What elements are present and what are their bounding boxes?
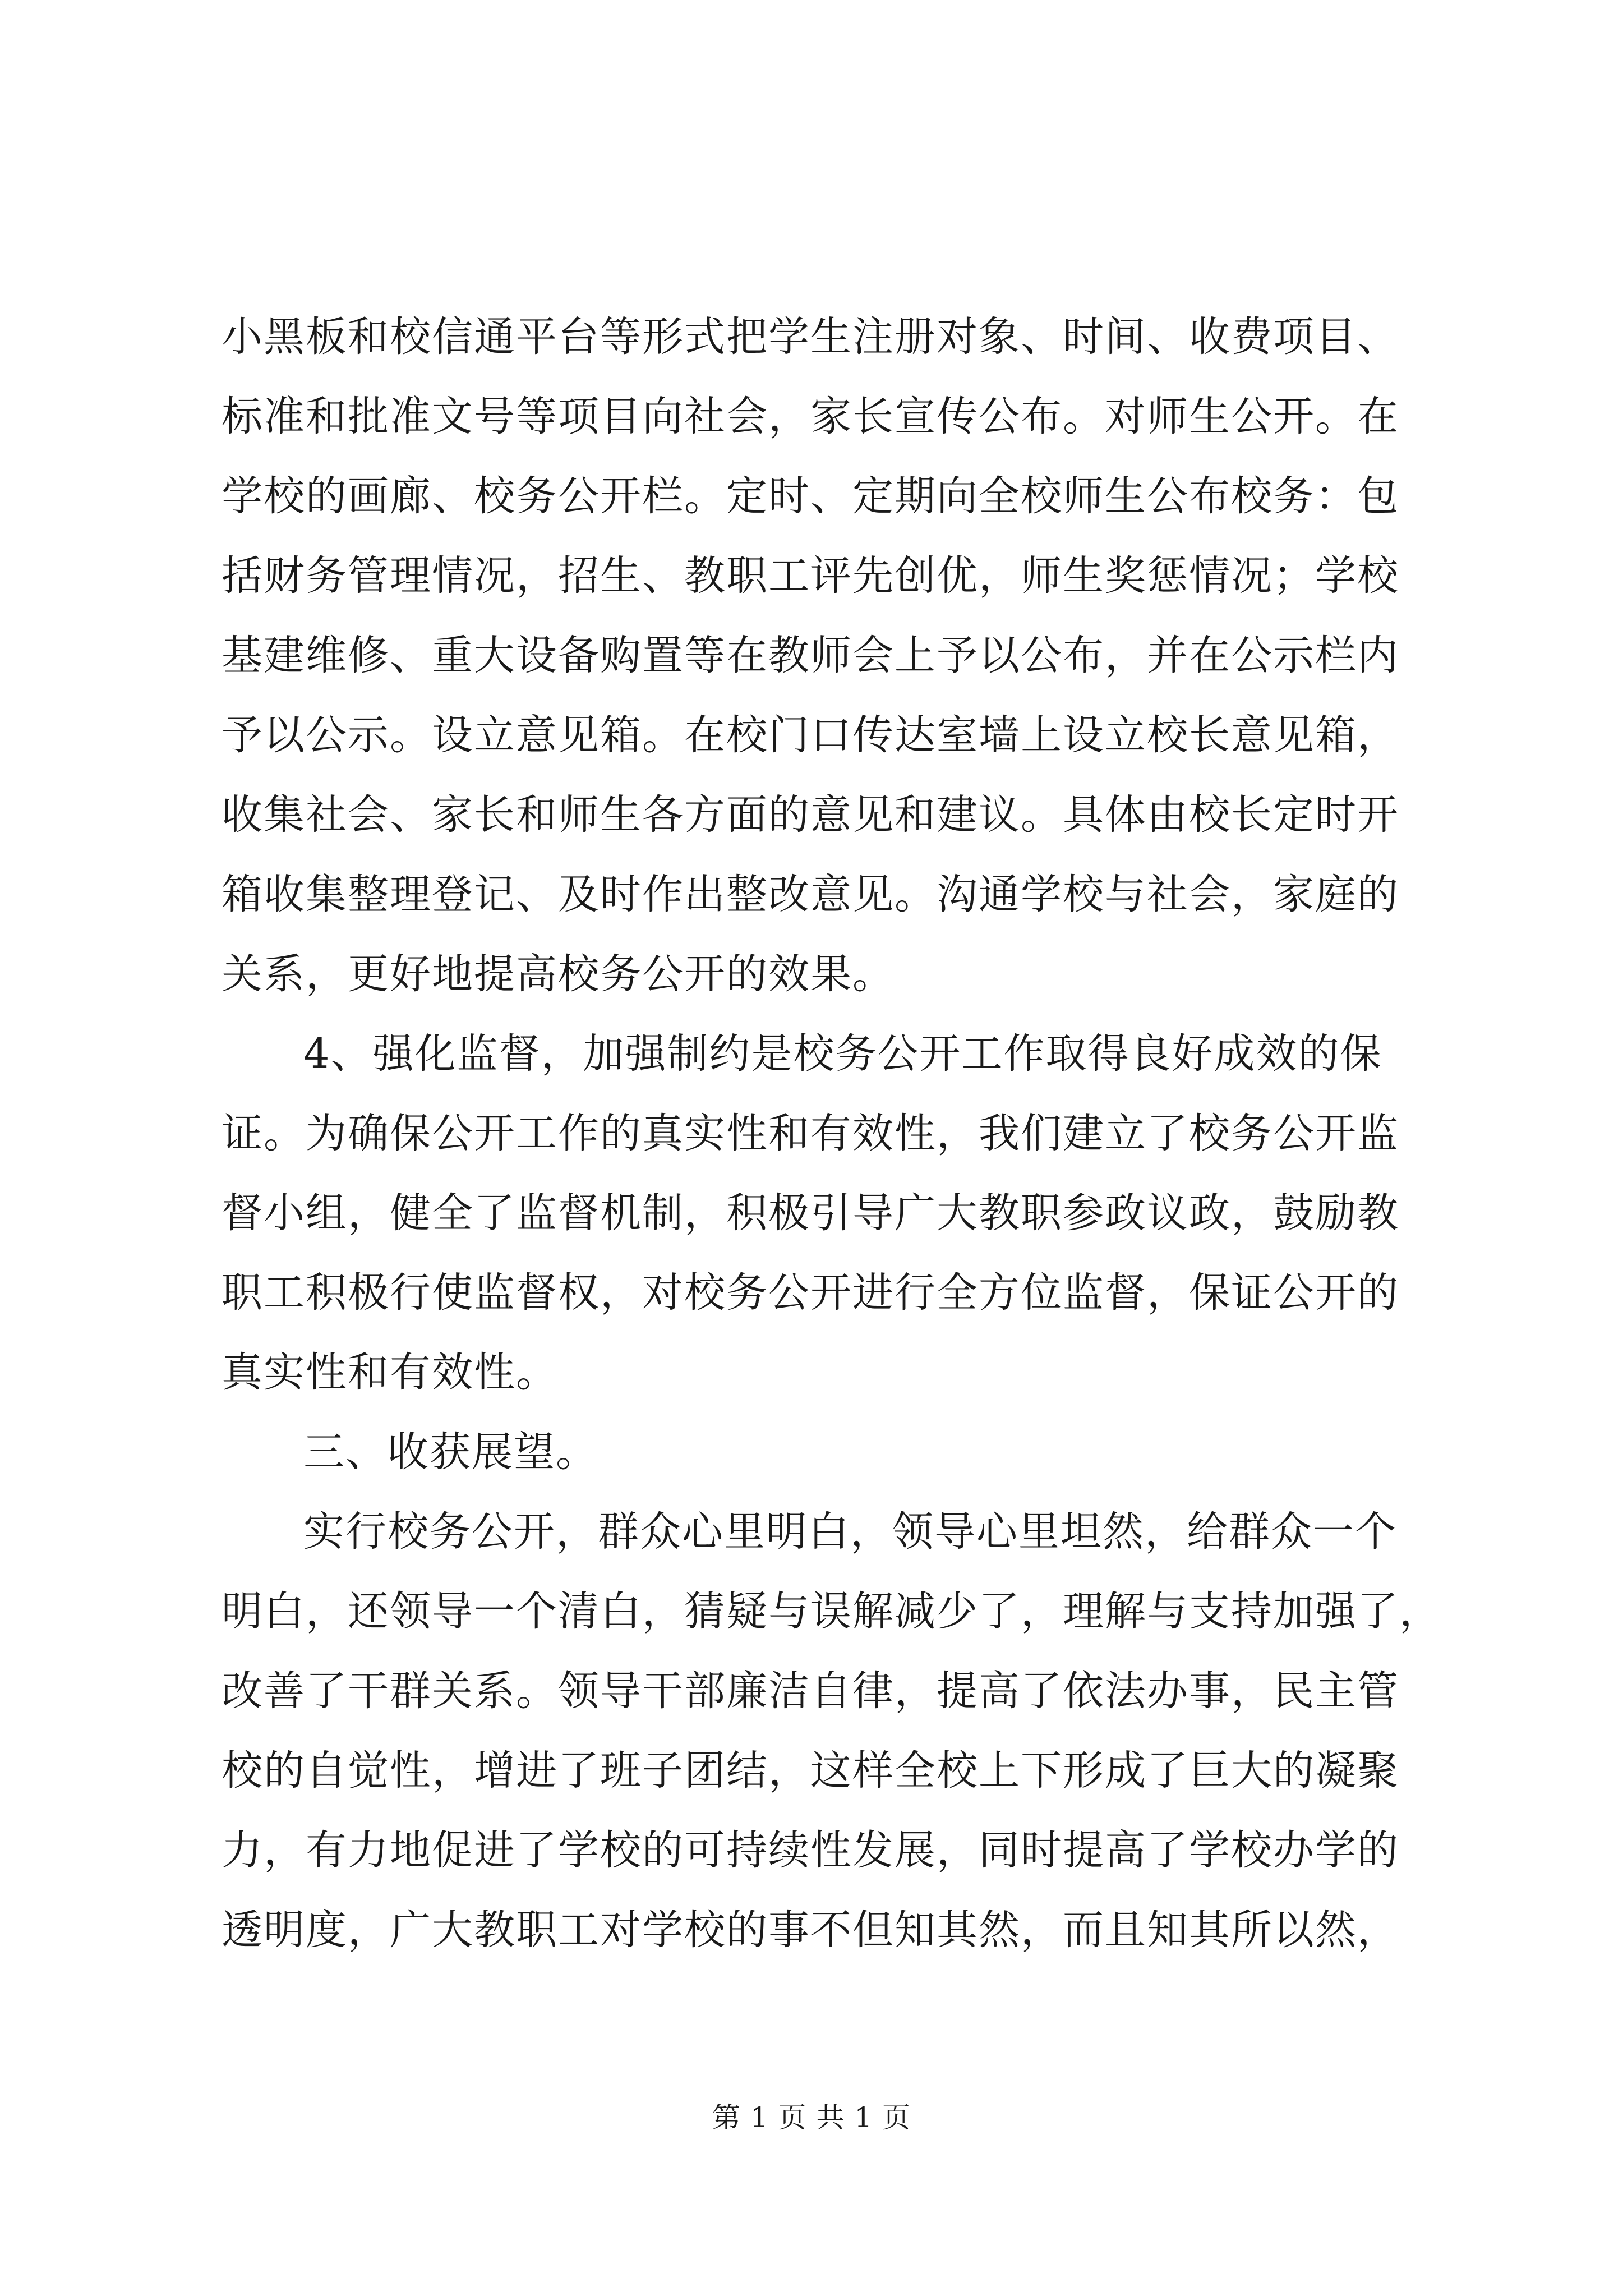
text-line: 收集社会、家长和师生各方面的意见和建议。具体由校长定时开: [222, 791, 1399, 839]
text-line: 括财务管理情况，招生、教职工评先创优，师生奖惩情况；学校: [222, 552, 1399, 600]
text-line: 小黑板和校信通平台等形式把学生注册对象、时间、收费项目、: [222, 313, 1399, 361]
text-line: 三、收获展望。: [303, 1428, 598, 1476]
text-line: 力，有力地促进了学校的可持续性发展，同时提高了学校办学的: [222, 1826, 1399, 1874]
text-line: 督小组，健全了监督机制，积极引导广大教职参政议政，鼓励教: [222, 1189, 1399, 1237]
text-line: 4、强化监督，加强制约是校务公开工作取得良好成效的保: [303, 1030, 1382, 1078]
text-line: 改善了干群关系。领导干部廉洁自律，提高了依法办事，民主管: [222, 1667, 1399, 1715]
text-line: 透明度，广大教职工对学校的事不但知其然，而且知其所以然，: [222, 1906, 1399, 1954]
body-text: [222, 297, 1441, 1970]
text-line: 实行校务公开，群众心里明白，领导心里坦然，给群众一个: [303, 1508, 1397, 1556]
text-line: 学校的画廊、校务公开栏。定时、定期向全校师生公布校务：包: [222, 472, 1399, 520]
text-line: 标准和批准文号等项目向社会，家长宣传公布。对师生公开。在: [222, 393, 1399, 440]
text-line: 证。为确保公开工作的真实性和有效性，我们建立了校务公开监: [222, 1110, 1399, 1157]
text-line: 箱收集整理登记、及时作出整改意见。沟通学校与社会，家庭的: [222, 871, 1399, 918]
page-footer: 第 1 页 共 1 页: [712, 2101, 911, 2134]
text-line: 明白，还领导一个清白，猜疑与误解减少了，理解与支持加强了，: [222, 1588, 1441, 1635]
text-line: 真实性和有效性。: [222, 1349, 558, 1396]
text-line: 基建维修、重大设备购置等在教师会上予以公布，并在公示栏内: [222, 632, 1399, 679]
text-line: 校的自觉性，增进了班子团结，这样全校上下形成了巨大的凝聚: [222, 1747, 1399, 1795]
text-line: 职工积极行使监督权，对校务公开进行全方位监督，保证公开的: [222, 1269, 1399, 1317]
text-line: 予以公示。设立意见箱。在校门口传达室墙上设立校长意见箱，: [222, 711, 1399, 759]
text-line: 关系，更好地提高校务公开的效果。: [222, 950, 895, 998]
